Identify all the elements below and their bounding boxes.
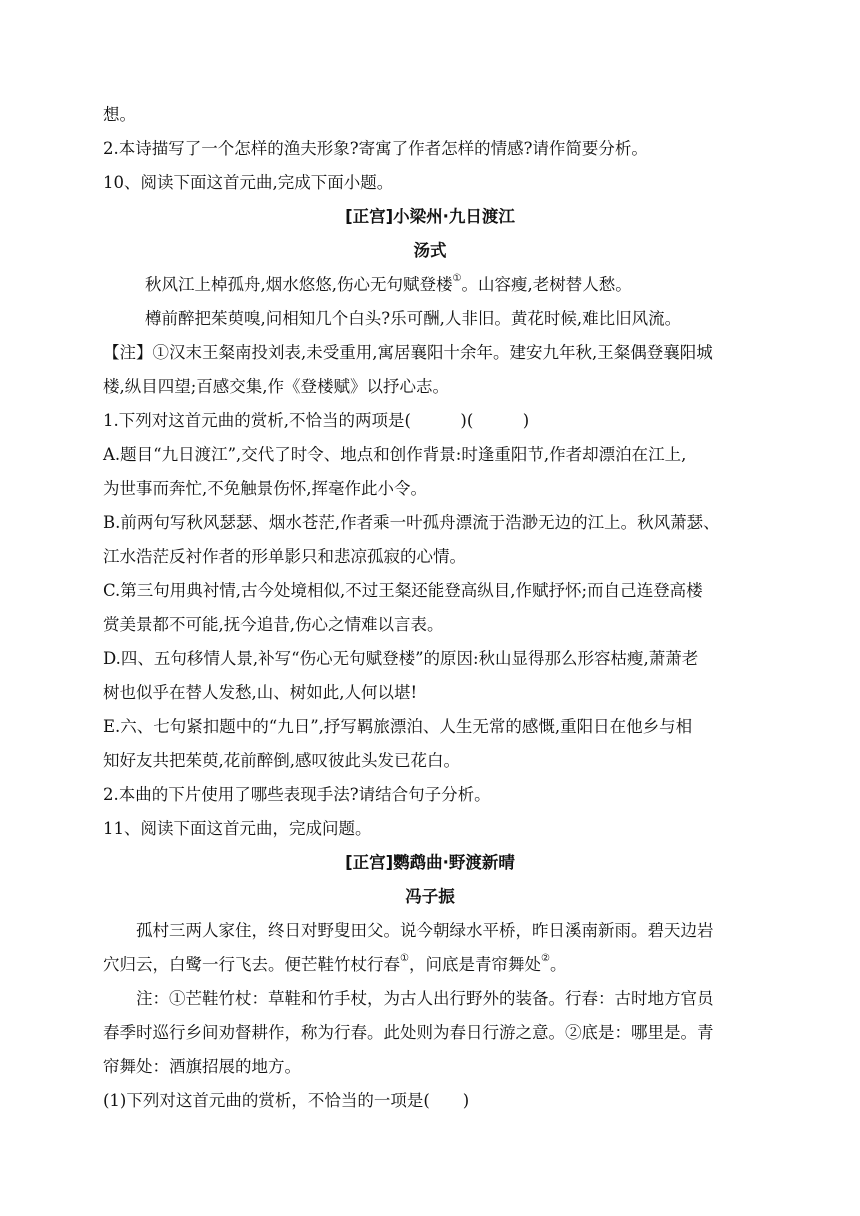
poem-11-line-2 (103, 954, 566, 976)
poem-10-note-line-2: 楼,纵目四望;百感交集,作《登楼赋》以抒心志。 (103, 377, 450, 396)
poem-10-author: 汤式 (413, 241, 447, 260)
option-c-line-2: 赏美景都不可能,抚今追昔,伤心之情难以言表。 (103, 615, 444, 634)
poem-10-title: [正宫]小梁州·九日渡江 (345, 207, 515, 226)
prev-answer-tail: 想。 (103, 105, 136, 124)
poem-10-line-1 (145, 274, 632, 296)
poem-11-note-line-1: 注：①芒鞋竹杖：草鞋和竹手杖，为古人出行野外的装备。行春：古时地方官员 (136, 989, 714, 1008)
question-9-2: 2.本诗描写了一个怎样的渔夫形象?寄寓了作者怎样的情感?请作简要分析。 (103, 139, 648, 158)
option-e-line-1: E.六、七句紧扣题中的“九日”,抒写羁旅漂泊、人生无常的感慨,重阳日在他乡与相 (103, 717, 693, 736)
poem-10-line-1-text: 秋风江上棹孤舟,烟水悠悠,伤心无句赋登楼 (145, 275, 453, 294)
footnote-marker-2: ② (540, 952, 550, 964)
footnote-marker-1: ① (400, 952, 409, 964)
option-a-line-2: 为世事而奔忙,不免触景伤怀,挥毫作此小令。 (103, 479, 427, 498)
poem-11-line-2-text: 穴归云，白鹭一行飞去。便芒鞋竹杖行春 (103, 955, 400, 974)
question-11-1: (1)下列对这首元曲的赏析，不恰当的一项是( ) (103, 1091, 470, 1110)
option-b-line-2: 江水浩茫反衬作者的形单影只和悲凉孤寂的心情。 (103, 547, 466, 566)
poem-11-title: [正宫]鹦鹉曲·野渡新晴 (345, 853, 515, 872)
poem-11-line-2-mid: ，问底是青帘舞处 (408, 955, 541, 974)
question-10-1: 1.下列对这首元曲的赏析,不恰当的两项是( )( ) (103, 411, 530, 430)
question-10-intro: 10、阅读下面这首元曲,完成下面小题。 (103, 173, 394, 192)
poem-10-note-line-1: 【注】①汉末王粲南投刘表,未受重用,寓居襄阳十余年。建安九年秋,王粲偶登襄阳城 (103, 343, 713, 362)
option-c-line-1: C.第三句用典衬情,古今处境相似,不过王粲还能登高纵目,作赋抒怀;而自己连登高楼 (103, 581, 703, 600)
poem-11-author: 冯子振 (405, 887, 455, 906)
option-e-line-2: 知好友共把茱萸,花前醉倒,感叹彼此头发已花白。 (103, 751, 460, 770)
poem-11-note-line-2: 春季时巡行乡间劝督耕作，称为行春。此处则为春日行游之意。②底是：哪里是。青 (103, 1023, 714, 1042)
poem-10-line-2: 樽前醉把茱萸嗅,问相知几个白头?乐可酬,人非旧。黄花时候,难比旧风流。 (145, 309, 682, 328)
option-d-line-1: D.四、五句移情人景,补写“伤心无句赋登楼”的原因:秋山显得那么形容枯瘦,萧萧老 (103, 649, 699, 668)
option-b-line-1: B.前两句写秋风瑟瑟、烟水苍茫,作者乘一叶孤舟漂流于浩渺无边的江上。秋风萧瑟、 (103, 513, 720, 532)
poem-11-line-2-end: 。 (549, 955, 567, 974)
poem-11-line-1: 孤村三两人家住，终日对野叟田父。说今朝绿水平桥，昨日溪南新雨。碧天边岩 (136, 921, 714, 940)
option-d-line-2: 树也似乎在替人发愁,山、树如此,人何以堪! (103, 683, 418, 702)
question-10-2: 2.本曲的下片使用了哪些表现手法?请结合句子分析。 (103, 785, 491, 804)
poem-11-note-line-3: 帘舞处：酒旗招展的地方。 (103, 1057, 301, 1076)
poem-10-line-1-rest: 。山容瘦,老树替人愁。 (461, 275, 632, 294)
question-11-intro: 11、阅读下面这首元曲，完成问题。 (103, 819, 372, 838)
footnote-marker-1: ① (452, 272, 462, 284)
option-a-line-1: A.题目“九日渡江”,交代了时令、地点和创作背景:时逢重阳节,作者却漂泊在江上, (103, 445, 687, 464)
